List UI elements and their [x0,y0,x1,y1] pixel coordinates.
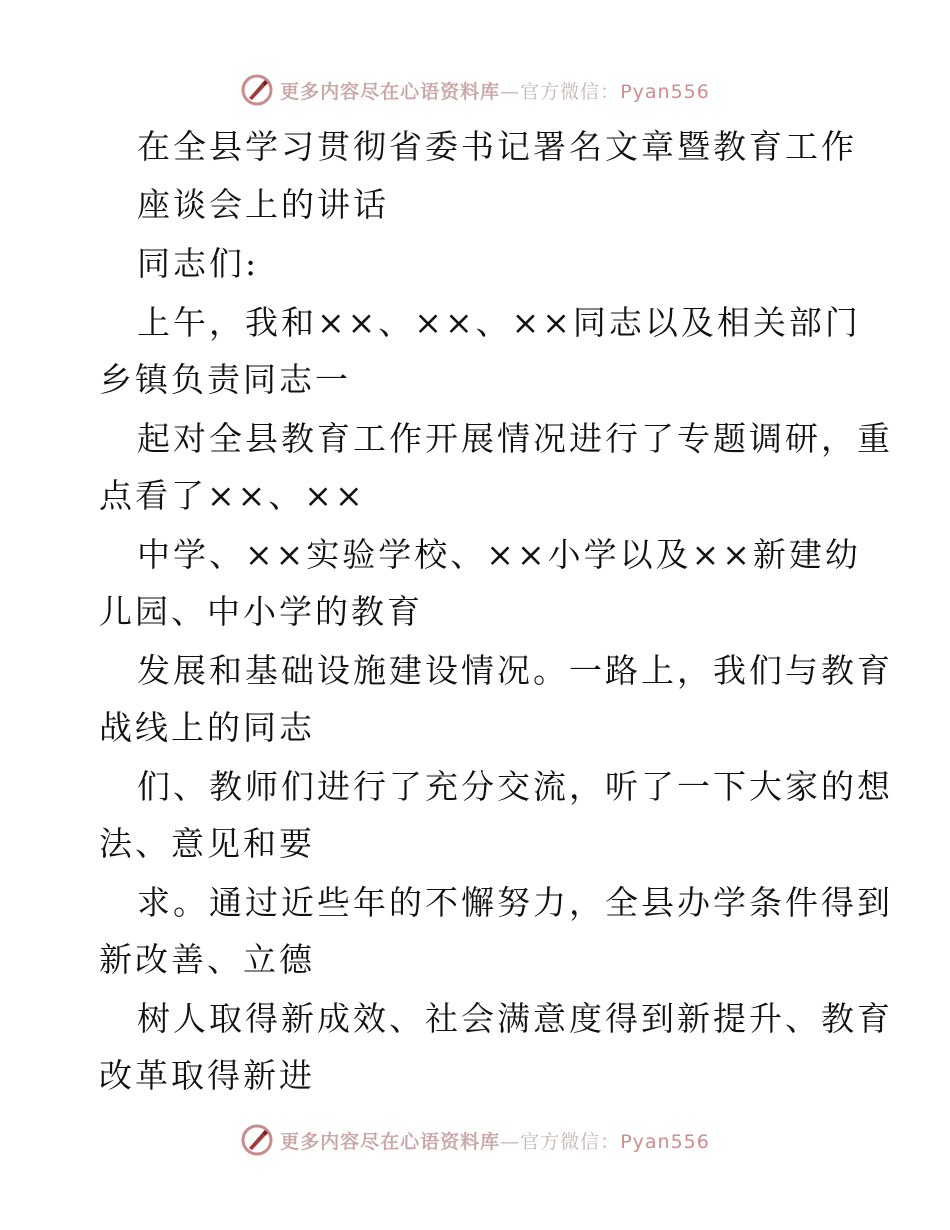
paragraph-line: 求。通过近些年的不懈努力，全县办学条件得到 [137,883,893,922]
paragraph-line: 上午，我和××、××、××同志以及相关部门 [137,303,861,342]
document-title-line-1: 在全县学习贯彻省委书记署名文章暨教育工作 [137,127,857,166]
paragraph-line: 发展和基础设施建设情况。一路上，我们与教育 [137,651,893,690]
paragraph-line: 们、教师们进行了充分交流，听了一下大家的想 [137,767,893,806]
document-title-line-2: 座谈会上的讲话 [137,185,389,224]
watermark-footer [0,1122,950,1158]
paragraph-line: 儿园、中小学的教育 [99,592,423,631]
paragraph-line: 改革取得新进 [99,1056,315,1095]
paragraph-line: 战线上的同志 [99,708,315,747]
paragraph-line: 起对全县教育工作开展情况进行了专题调研，重 [137,419,893,458]
paragraph-line: 点看了××、×× [99,476,366,515]
pen-circle-logo-icon [240,1123,274,1157]
salutation: 同志们: [137,244,260,283]
paragraph-line: 法、意见和要 [99,824,315,863]
paragraph-line: 树人取得新成效、社会满意度得到新提升、教育 [137,999,893,1038]
watermark-text: 更多内容尽在心语资料库—官方微信：Pyan556 [280,1130,710,1153]
paragraph-line: 中学、××实验学校、××小学以及××新建幼 [137,535,861,574]
paragraph-line: 乡镇负责同志一 [99,360,351,399]
paragraph-line: 新改善、立德 [99,940,315,979]
watermark-text: 更多内容尽在心语资料库—官方微信：Pyan556 [280,80,710,103]
